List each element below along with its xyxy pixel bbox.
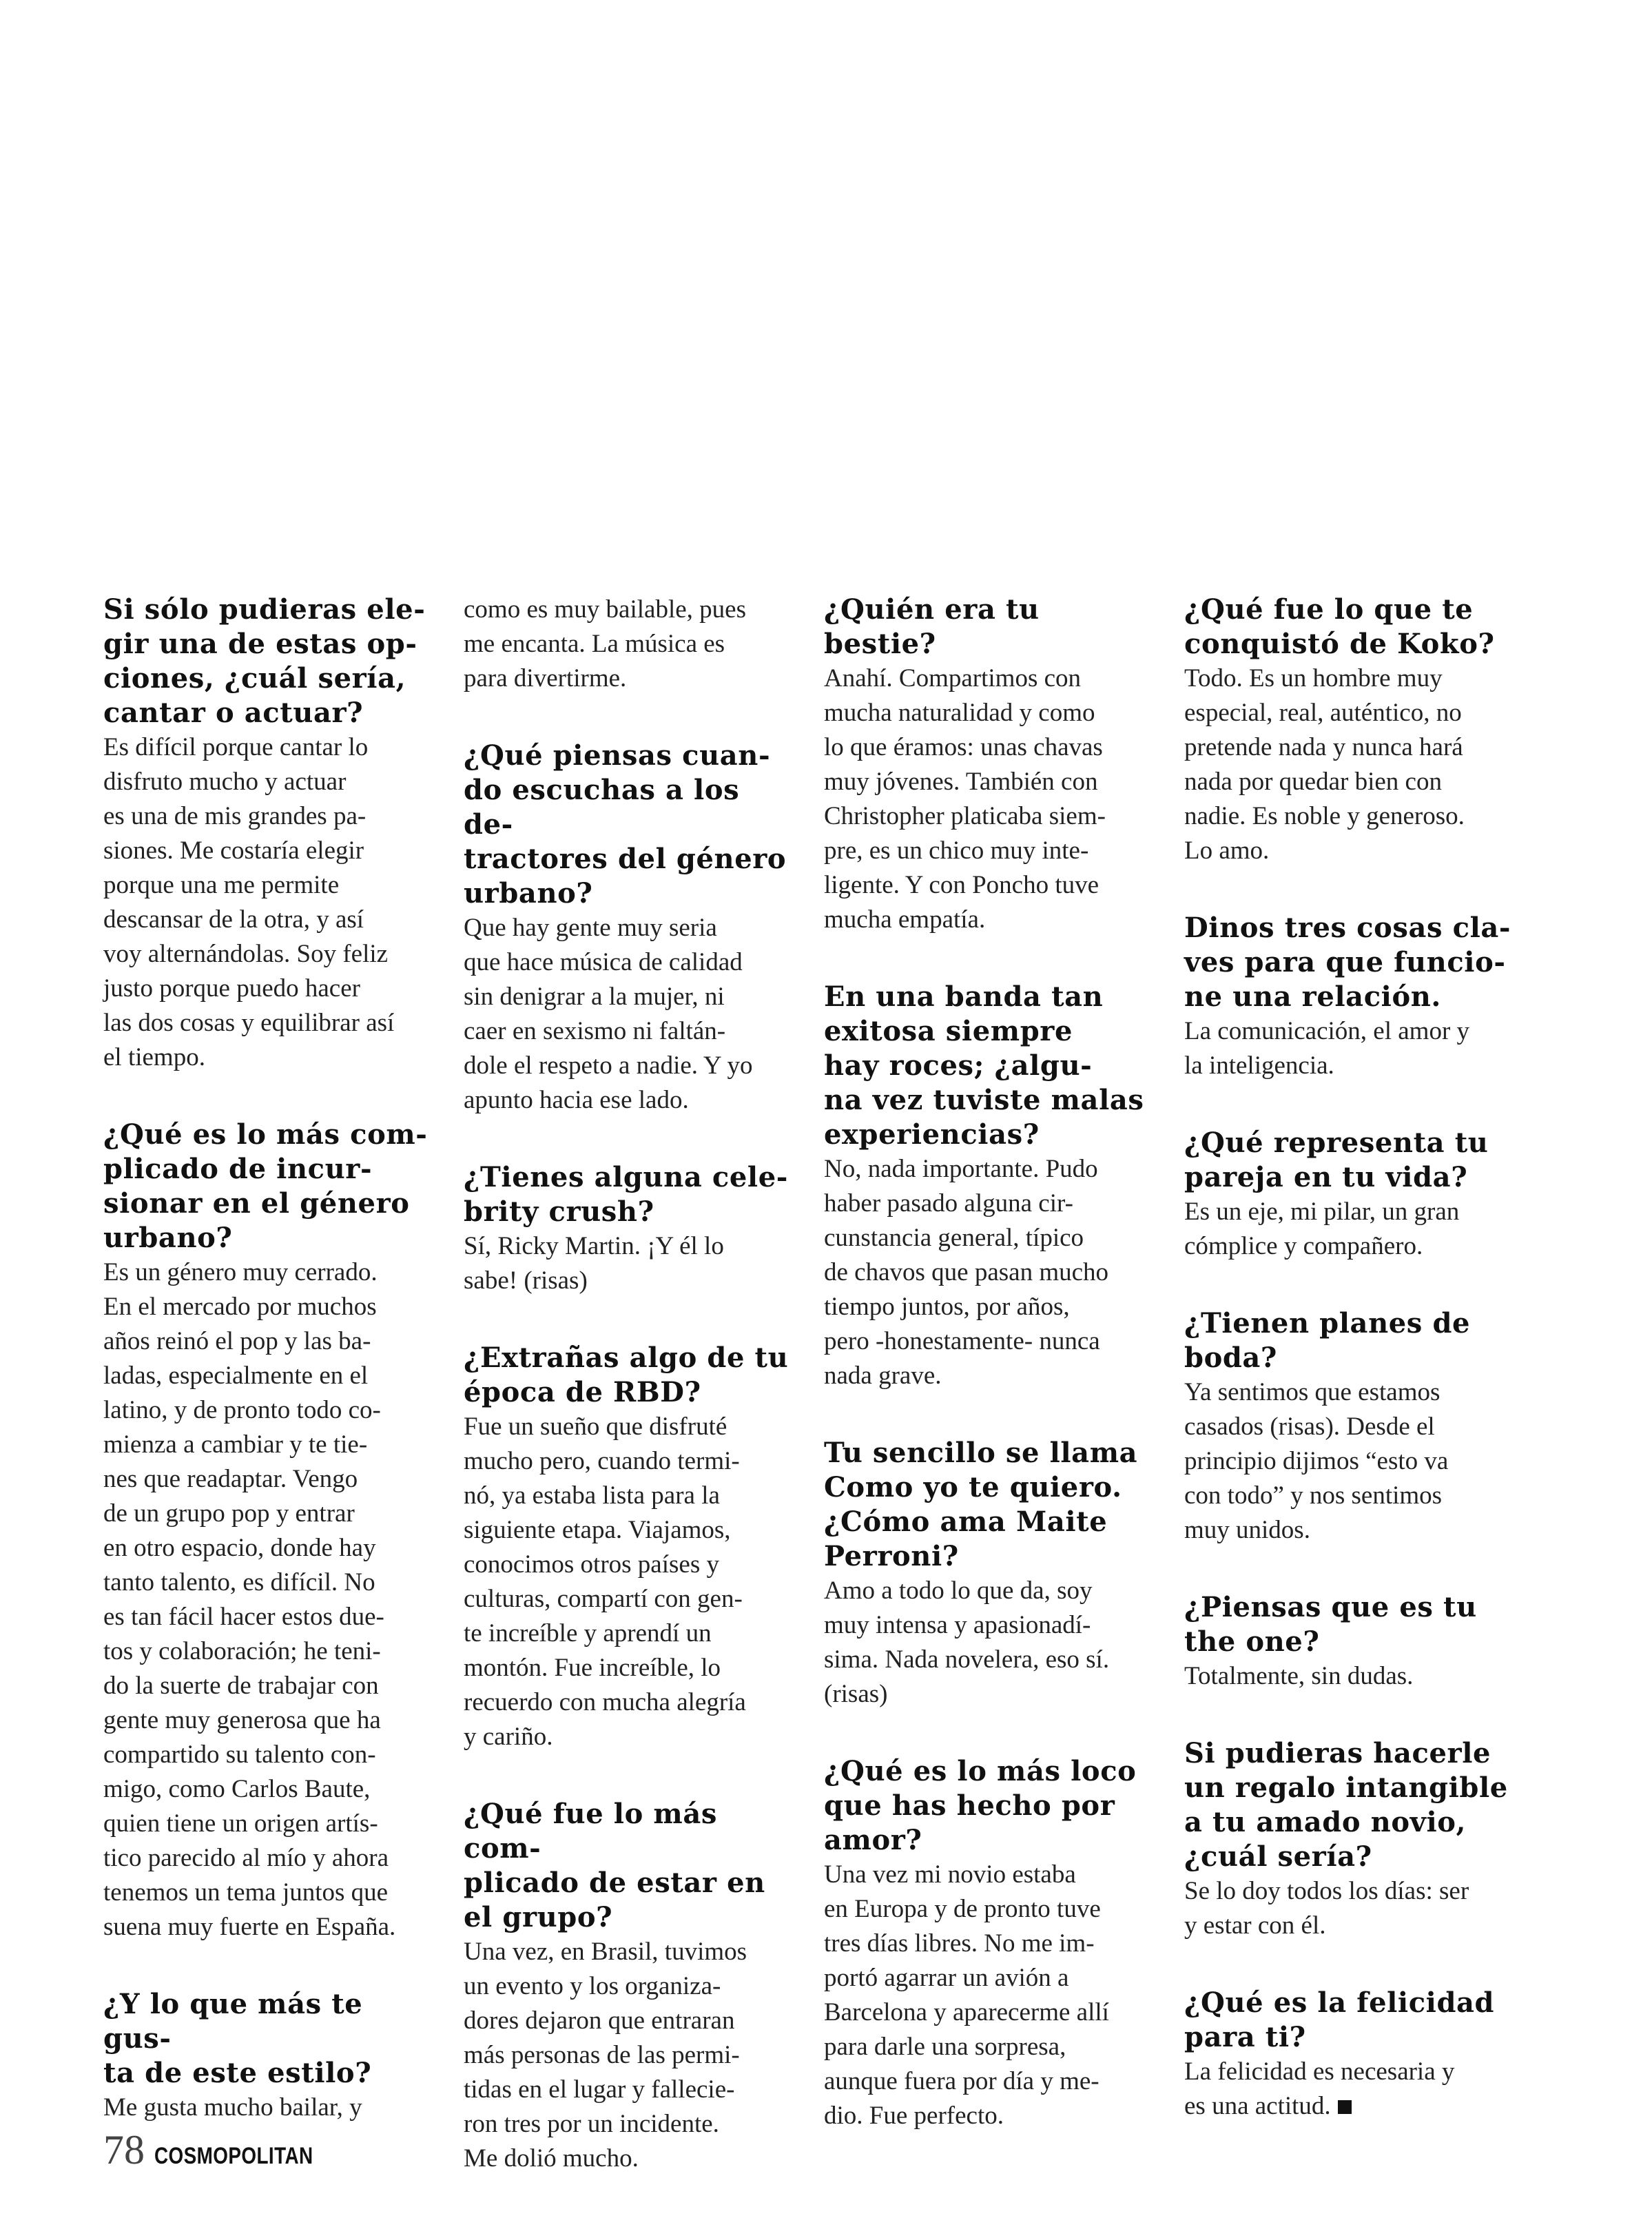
interview-question: ¿Tienes alguna cele- brity crush? bbox=[464, 1161, 788, 1228]
interview-answer: Ya sentimos que estamos casados (risas). Desde el principio dijimos “esto va con todo” y nos sentimos muy unidos. bbox=[1184, 1378, 1449, 1544]
interview-question: Si sólo pudieras ele- gir una de estas op- ciones, ¿cuál sería, cantar o actuar? bbox=[103, 593, 426, 729]
interview-question: ¿Tienen planes de boda? bbox=[1184, 1307, 1471, 1374]
interview-question: En una banda tan exitosa siempre hay roces; ¿algu- na vez tuviste malas experiencias? bbox=[824, 981, 1144, 1151]
interview-answer: Una vez mi novio estaba en Europa y de pronto tuve tres días libres. No me im- portó agarrar un avión a Barcelona y aparecerme allí para darle una sorpresa, aunque fuera por día y me- dio. Fue perfecto. bbox=[824, 1860, 1109, 2130]
qa-block bbox=[103, 1118, 434, 1944]
qa-block bbox=[824, 980, 1155, 1393]
page-number: 78 bbox=[103, 2127, 145, 2173]
interview-answer: Es un género muy cerrado. En el mercado por muchos años reinó el pop y las ba- ladas, especialmente en el latino, y de pronto todo co- mienza a cambiar y te tie- nes que readaptar. Vengo de un grupo pop y entrar en otro espacio, donde hay tanto talento, es difícil. No es tan fácil hacer estos due- tos y colaboración; he teni- do la suerte de trabajar con gente muy generosa que ha compartido su talento con- migo, como Carlos Baute, quien tiene un origen artís- tico parecido al mío y ahora tenemos un tema juntos que suena muy fuerte en España. bbox=[103, 1258, 396, 1941]
interview-answer: Totalmente, sin dudas. bbox=[1184, 1662, 1414, 1690]
qa-block bbox=[824, 1754, 1155, 2133]
interview-answer: Es difícil porque cantar lo disfruto mucho y actuar es una de mis grandes pa- siones. Me costaría elegir porque una me permite descansar de la otra, y así voy alternándolas. Soy feliz justo porque puedo hacer las dos cosas y equilibrar así el tiempo. bbox=[103, 733, 395, 1071]
qa-block bbox=[824, 593, 1155, 937]
end-of-article-icon bbox=[1338, 2100, 1352, 2114]
qa-block bbox=[1184, 1126, 1515, 1264]
interview-question: Si pudieras hacerle un regalo intangible a tu amado novio, ¿cuál sería? bbox=[1184, 1737, 1508, 1873]
final-answer-text: La felicidad es necesaria y es una actitud. bbox=[1184, 2057, 1455, 2120]
page-footer bbox=[103, 2127, 348, 2173]
qa-block bbox=[464, 1160, 794, 1298]
magazine-logo: COSMOPOLITAN bbox=[154, 2143, 313, 2169]
interview-question: ¿Y lo que más te gus- ta de este estilo? bbox=[103, 1988, 372, 2089]
article-column-1 bbox=[103, 593, 434, 2125]
interview-answer: Anahí. Compartimos con mucha naturalidad y como lo que éramos: unas chavas muy jóvenes. También con Christopher platicaba siem- pre, es un chico muy inte- ligente. Y con Poncho tuve mucha empatía. bbox=[824, 664, 1106, 934]
qa-block bbox=[464, 593, 794, 696]
interview-answer-continued: como es muy bailable, pues me encanta. La música es para divertirme. bbox=[464, 595, 746, 692]
qa-block bbox=[1184, 1986, 1515, 2124]
qa-block bbox=[464, 739, 794, 1118]
interview-answer: Me gusta mucho bailar, y bbox=[103, 2093, 362, 2122]
qa-block bbox=[1184, 1306, 1515, 1548]
interview-question: ¿Qué es la felicidad para ti? bbox=[1184, 1987, 1495, 2053]
interview-question: ¿Qué piensas cuan- do escuchas a los de- tractores del género urbano? bbox=[464, 739, 787, 910]
article-column-3 bbox=[824, 593, 1155, 2133]
interview-answer: No, nada importante. Pudo haber pasado alguna cir- cunstancia general, típico de chavos que pasan mucho tiempo juntos, por años, pero -honestamente- nunca nada grave. bbox=[824, 1155, 1109, 1390]
qa-block bbox=[1184, 1736, 1515, 1943]
interview-question: ¿Qué fue lo más com- plicado de estar en el grupo? bbox=[464, 1798, 765, 1933]
qa-block bbox=[1184, 911, 1515, 1083]
interview-question: Tu sencillo se llama Como yo te quiero. ¿Cómo ama Maite Perroni? bbox=[824, 1437, 1138, 1572]
interview-question: ¿Qué fue lo que te conquistó de Koko? bbox=[1184, 593, 1495, 660]
qa-block bbox=[824, 1436, 1155, 1712]
article-column-4 bbox=[1184, 593, 1515, 2124]
interview-answer: Es un eje, mi pilar, un gran cómplice y compañero. bbox=[1184, 1198, 1460, 1260]
interview-question: ¿Quién era tu bestie? bbox=[824, 593, 1040, 660]
qa-block bbox=[464, 1341, 794, 1754]
interview-answer: Todo. Es un hombre muy especial, real, auténtico, no pretende nada y nunca hará nada por quedar bien con nadie. Es noble y generoso. Lo amo. bbox=[1184, 664, 1465, 865]
interview-answer: Se lo doy todos los días: ser y estar con él. bbox=[1184, 1877, 1469, 1940]
interview-answer: Sí, Ricky Martin. ¡Y él lo sabe! (risas) bbox=[464, 1232, 724, 1295]
interview-question: ¿Extrañas algo de tu época de RBD? bbox=[464, 1342, 789, 1408]
interview-answer: La comunicación, el amor y la inteligencia. bbox=[1184, 1017, 1470, 1080]
qa-block bbox=[1184, 593, 1515, 868]
interview-answer: Fue un sueño que disfruté mucho pero, cuando termi- nó, ya estaba lista para la siguiente etapa. Viajamos, conocimos otros países y culturas, compartí con gen- te increíble y aprendí un montón. Fue increíble, lo recuerdo con mucha alegría y cariño. bbox=[464, 1413, 746, 1751]
interview-answer: Que hay gente muy seria que hace música de calidad sin denigrar a la mujer, ni caer en sexismo ni faltán- dole el respeto a nadie. Y yo apunto hacia ese lado. bbox=[464, 914, 753, 1114]
interview-question: Dinos tres cosas cla- ves para que funcio- ne una relación. bbox=[1184, 912, 1511, 1013]
qa-block bbox=[464, 1797, 794, 2176]
interview-question: ¿Qué es lo más loco que has hecho por amor? bbox=[824, 1755, 1137, 1856]
interview-answer: Una vez, en Brasil, tuvimos un evento y los organiza- dores dejaron que entraran más personas de las permi- tidas en el lugar y fallecie- ron tres por un incidente. Me dolió mucho. bbox=[464, 1938, 747, 2173]
article-column-2 bbox=[464, 593, 794, 2176]
interview-question: ¿Piensas que es tu the one? bbox=[1184, 1591, 1477, 1658]
qa-block bbox=[103, 593, 434, 1075]
interview-question: ¿Qué es lo más com- plicado de incur- sionar en el género urbano? bbox=[103, 1118, 428, 1254]
interview-answer-final bbox=[1184, 2055, 1515, 2124]
interview-answer: Amo a todo lo que da, soy muy intensa y apasionadí- sima. Nada novelera, eso sí. (risas) bbox=[824, 1577, 1110, 1708]
interview-question: ¿Qué representa tu pareja en tu vida? bbox=[1184, 1127, 1489, 1193]
qa-block bbox=[1184, 1590, 1515, 1694]
qa-block bbox=[103, 1987, 434, 2125]
